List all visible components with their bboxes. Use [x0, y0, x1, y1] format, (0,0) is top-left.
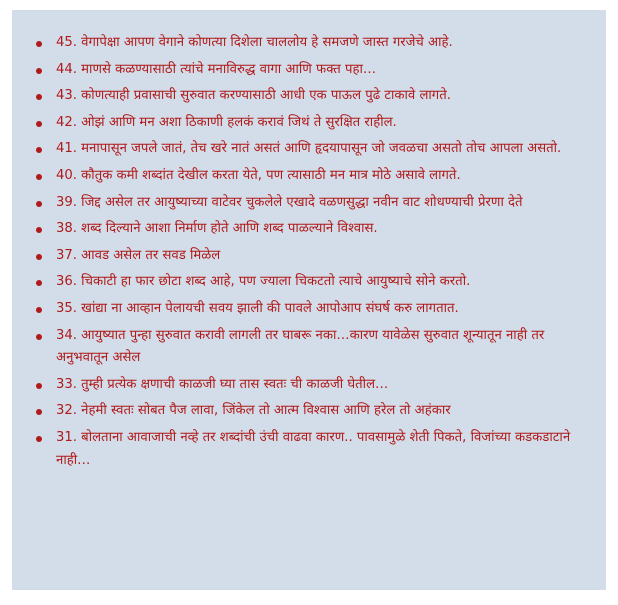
- quote-text: 36. चिकाटी हा फार छोटा शब्द आहे, पण ज्याला चिकटतो त्याचे आयुष्याचे सोने करतो.: [56, 274, 471, 290]
- quote-text: 37. आवड असेल तर सवड मिळेल: [56, 247, 221, 263]
- quote-text: 39. जिद्द असेल तर आयुष्याच्या वाटेवर चुकलेले एखादे वळणसुद्धा नवीन वाट शोधण्याची प्रेरणा देते: [56, 194, 523, 210]
- list-item: [34, 218, 582, 241]
- quote-list: [12, 10, 606, 472]
- quote-text: 43. कोणत्याही प्रवासाची सुरुवात करण्यासाठी आधी एक पाऊल पुढे टाकावे लागते.: [56, 88, 451, 104]
- bullet-icon: [36, 383, 42, 389]
- list-item: [34, 192, 582, 215]
- quote-text: 42. ओझं आणि मन अशा ठिकाणी हलकं करावं जिथं ते सुरक्षित राहील.: [56, 114, 397, 130]
- list-item: [34, 325, 582, 370]
- list-item: [34, 271, 582, 294]
- list-item: [34, 427, 582, 472]
- list-item: [34, 85, 582, 108]
- quote-text: 41. मनापासून जपले जातं, तेच खरे नातं असतं आणि हृदयापासून जो जवळचा असतो तोच आपला असतो.: [56, 141, 562, 157]
- bullet-icon: [36, 254, 42, 260]
- bullet-icon: [36, 174, 42, 180]
- bullet-icon: [36, 68, 42, 74]
- quote-text: 45. वेगापेक्षा आपण वेगाने कोणत्या दिशेला चाललोय हे समजणे जास्त गरजेचे आहे.: [56, 35, 453, 50]
- bullet-icon: [36, 227, 42, 233]
- bullet-icon: [36, 121, 42, 127]
- list-item: [34, 374, 582, 397]
- quote-text: 35. खांद्या ना आव्हान पेलायची सवय झाली की पावले आपोआप संघर्ष करु लागतात.: [56, 300, 459, 316]
- bullet-icon: [36, 280, 42, 286]
- quote-text: 38. शब्द दिल्याने आशा निर्माण होते आणि शब्द पाळल्याने विश्वास.: [56, 221, 378, 237]
- list-item: [34, 165, 582, 188]
- bullet-icon: [36, 436, 42, 442]
- list-item: [34, 32, 582, 55]
- list-item: [34, 245, 582, 268]
- quote-text: 34. आयुष्यात पुन्हा सुरुवात करावी लागली तर घाबरू नका…कारण यावेळेस सुरुवात शून्यातून नाही तर अनुभवातून असेल: [56, 327, 545, 366]
- list-item: [34, 59, 582, 82]
- quote-text: 32. नेहमी स्वतः सोबत पैज लावा, जिंकेल तो आत्म विश्वास आणि हरेल तो अहंकार: [56, 403, 451, 419]
- bullet-icon: [36, 41, 42, 47]
- quote-text: 40. कौतुक कमी शब्दांत देखील करता येते, पण त्यासाठी मन मात्र मोठे असावे लागते.: [56, 167, 461, 183]
- list-item: [34, 400, 582, 423]
- bullet-icon: [36, 94, 42, 100]
- list-item: [34, 298, 582, 321]
- list-item: [34, 112, 582, 135]
- bullet-icon: [36, 147, 42, 153]
- quote-text: 44. माणसे कळण्यासाठी त्यांचे मनाविरुद्ध वागा आणि फक्त पहा…: [56, 61, 377, 77]
- bullet-icon: [36, 334, 42, 340]
- bullet-icon: [36, 409, 42, 415]
- bullet-icon: [36, 307, 42, 313]
- quote-text: 31. बोलताना आवाजाची नव्हे तर शब्दांची उंची वाढवा कारण.. पावसामुळे शेती पिकते, विजांच्या कडकडाटाने नाही…: [56, 429, 571, 468]
- quote-text: 33. तुम्ही प्रत्येक क्षणाची काळजी घ्या तास स्वतः ची काळजी घेतील…: [56, 376, 389, 392]
- list-item: [34, 138, 582, 161]
- quotes-panel: [12, 10, 606, 590]
- bullet-icon: [36, 201, 42, 207]
